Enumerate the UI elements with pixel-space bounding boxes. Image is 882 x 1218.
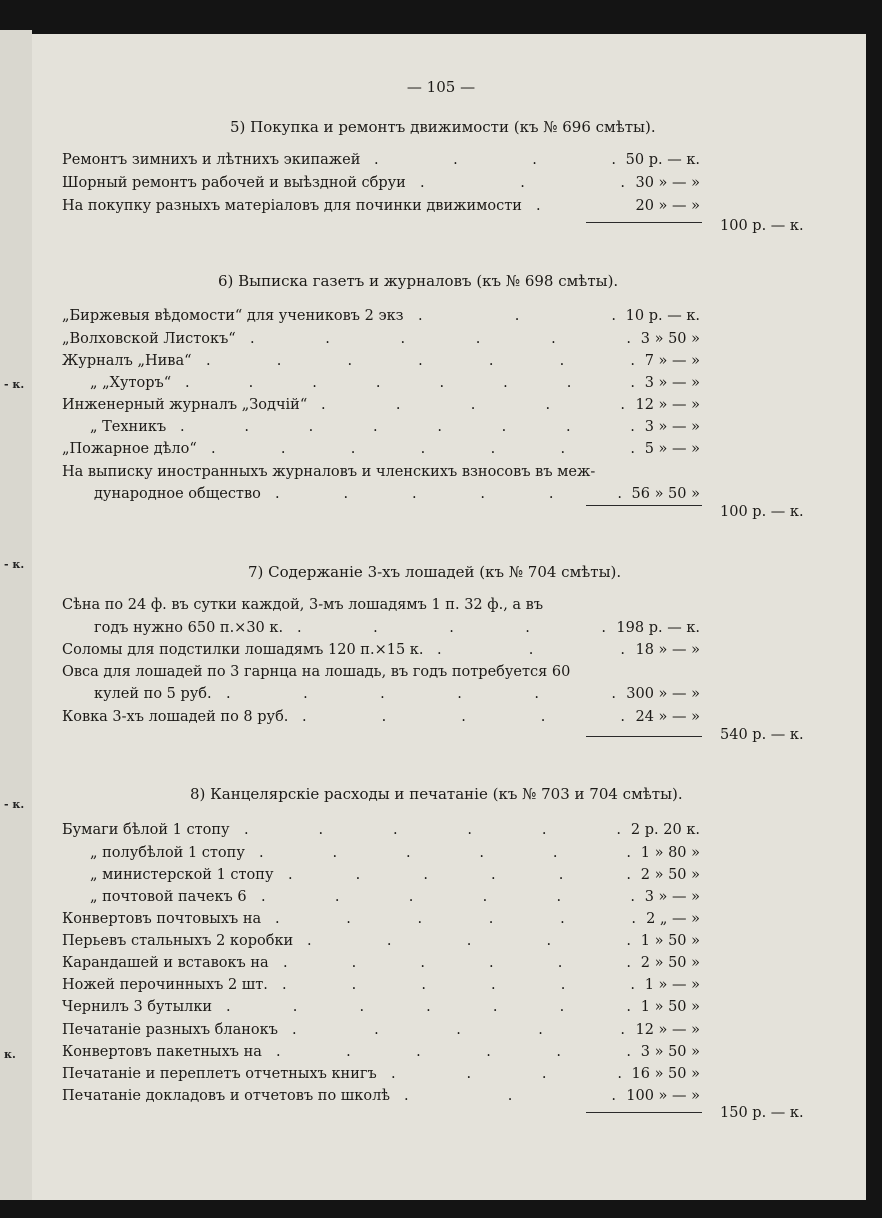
- ledger-label: На покупку разныхъ матеріаловъ для починки движимости: [62, 198, 522, 214]
- ledger-amount: 3 » 50 »: [640, 1044, 700, 1060]
- leader-dots: . . . . . .: [288, 867, 631, 883]
- ledger-amount: 3 » — »: [644, 889, 700, 905]
- ledger-label: Чернилъ 3 бутылки: [62, 999, 213, 1015]
- leader-dots: . . . . . .: [259, 845, 631, 861]
- margin-mark: к.: [4, 1048, 16, 1061]
- leader-dots: . . .: [404, 1088, 616, 1104]
- section-heading: 5) Покупка и ремонтъ движимости (къ № 696 смѣты).: [230, 118, 656, 136]
- section-heading: 8) Канцелярскіе расходы и печатаніе (къ № 703 и 704 смѣты).: [190, 785, 683, 803]
- ledger-label: кулей по 5 руб.: [94, 686, 212, 702]
- leader-dots: . . . . . .: [283, 955, 631, 971]
- ledger-row: [0, 597, 882, 619]
- ledger-label: „Биржевыя вѣдомости“ для учениковъ 2 экз: [62, 308, 404, 324]
- leader-dots: . . . . . .: [244, 822, 621, 838]
- subtotal-rule: [586, 222, 702, 223]
- page-number: — 105 —: [406, 78, 476, 96]
- subtotal-rule: [586, 505, 702, 506]
- ledger-label: Шорный ремонтъ рабочей и выѣздной сбруи: [62, 175, 406, 191]
- ledger-row: [0, 642, 882, 664]
- ledger-label: Печатаніе разныхъ бланокъ: [62, 1022, 278, 1038]
- ledger-row: [0, 664, 882, 686]
- leader-dots: . . .: [420, 175, 625, 191]
- leader-dots: . . . . . . . .: [180, 419, 635, 435]
- ledger-label: Соломы для подстилки лошадямъ 120 п.×15 к.: [62, 642, 424, 658]
- leader-dots: . . . . .: [321, 397, 625, 413]
- ledger-row: [0, 977, 882, 999]
- ledger-label: дународное общество: [94, 486, 261, 502]
- leader-dots: . . . . .: [292, 1022, 625, 1038]
- ledger-label: Конвертовъ пакетныхъ на: [62, 1044, 262, 1060]
- ledger-amount: 24 » — »: [635, 709, 700, 725]
- ledger-label: „Волховской Листокъ“: [62, 331, 236, 347]
- ledger-label: Печатаніе и переплетъ отчетныхъ книгъ: [62, 1066, 377, 1082]
- leader-dots: . . .: [437, 642, 625, 658]
- ledger-label: „ „Хуторъ“: [90, 375, 172, 391]
- ledger-label: На выписку иностранныхъ журналовъ и членскихъ взносовъ въ меж-: [62, 464, 596, 480]
- leader-dots: . . . . . .: [261, 889, 635, 905]
- ledger-label: „ полубѣлой 1 стопу: [90, 845, 245, 861]
- ledger-label: Овса для лошадей по 3 гарнца на лошадь, въ годъ потребуется 60: [62, 664, 571, 680]
- ledger-label: Ковка 3-хъ лошадей по 8 руб.: [62, 709, 289, 725]
- ledger-row: [0, 999, 882, 1021]
- ledger-label: Сѣна по 24 ф. въ сутки каждой, 3-мъ лошадямъ 1 п. 32 ф., а въ: [62, 597, 544, 613]
- ledger-amount: 1 » 80 »: [640, 845, 700, 861]
- section-total: 540 р. — к.: [720, 727, 804, 743]
- ledger-row: [0, 845, 882, 867]
- leader-dots: . . .: [418, 308, 616, 324]
- ledger-amount: 3 » — »: [644, 375, 700, 391]
- subtotal-rule: [586, 736, 702, 737]
- section-total: 100 р. — к.: [720, 504, 804, 520]
- ledger-amount: 198 р. — к.: [616, 620, 700, 636]
- ledger-label: Бумаги бѣлой 1 стопу: [62, 822, 230, 838]
- ledger-amount: 50 р. — к.: [625, 152, 700, 168]
- ledger-row: [0, 620, 882, 642]
- ledger-row: [0, 1044, 882, 1066]
- ledger-row: [0, 152, 882, 174]
- ledger-amount: 7 » — »: [644, 353, 700, 369]
- subtotal-rule: [586, 1112, 702, 1113]
- ledger-amount: 56 » 50 »: [631, 486, 700, 502]
- ledger-row: [0, 441, 882, 463]
- leader-dots: . . . .: [391, 1066, 622, 1082]
- leader-dots: . . . . . . . .: [185, 375, 635, 391]
- ledger-amount: 20 » — »: [635, 198, 700, 214]
- margin-mark: - к.: [4, 798, 25, 811]
- ledger-row: [0, 375, 882, 397]
- ledger-label: „ почтовой пачекъ 6: [90, 889, 247, 905]
- leader-dots: . . . . . .: [282, 977, 635, 993]
- ledger-row: [0, 933, 882, 955]
- ledger-amount: 1 » 50 »: [640, 999, 700, 1015]
- ledger-row: [0, 889, 882, 911]
- leader-dots: . . . . . . .: [226, 999, 631, 1015]
- ledger-amount: 30 » — »: [635, 175, 700, 191]
- leader-dots: . . . . . .: [250, 331, 631, 347]
- ledger-amount: 1 » 50 »: [640, 933, 700, 949]
- section-total: 100 р. — к.: [720, 218, 804, 234]
- leader-dots: . . . . .: [297, 620, 606, 636]
- ledger-row: [0, 331, 882, 353]
- ledger-amount: 2 „ — »: [646, 911, 700, 927]
- ledger-row: [0, 308, 882, 330]
- ledger-amount: 16 » 50 »: [631, 1066, 700, 1082]
- leader-dots: . . . . . .: [226, 686, 616, 702]
- ledger-amount: 2 » 50 »: [640, 955, 700, 971]
- ledger-row: [0, 822, 882, 844]
- ledger-row: [0, 175, 882, 197]
- ledger-row: [0, 911, 882, 933]
- ledger-row: [0, 464, 882, 486]
- section-total: 150 р. — к.: [720, 1105, 804, 1121]
- ledger-row: [0, 419, 882, 441]
- ledger-amount: 3 » — »: [644, 419, 700, 435]
- ledger-row: [0, 867, 882, 889]
- ledger-label: „Пожарное дѣло“: [62, 441, 197, 457]
- leader-dots: . . . . . .: [275, 911, 636, 927]
- ledger-label: Перьевъ стальныхъ 2 коробки: [62, 933, 294, 949]
- ledger-row: [0, 1022, 882, 1044]
- ledger-amount: 2 р. 20 к.: [630, 822, 700, 838]
- ledger-label: Карандашей и вставокъ на: [62, 955, 269, 971]
- ledger-row: [0, 198, 882, 220]
- ledger-amount: 12 » — »: [635, 397, 700, 413]
- ledger-label: Конвертовъ почтовыхъ на: [62, 911, 262, 927]
- ledger-amount: 10 р. — к.: [625, 308, 700, 324]
- ledger-label: „ Техникъ: [90, 419, 167, 435]
- leader-dots: . . . . .: [302, 709, 625, 725]
- leader-dots: . . . . . .: [275, 486, 622, 502]
- ledger-amount: 300 » — »: [626, 686, 700, 702]
- margin-mark: - к.: [4, 378, 25, 391]
- leader-dots: . . . .: [374, 152, 616, 168]
- leader-dots: .: [536, 198, 541, 214]
- ledger-label: Журналъ „Нива“: [62, 353, 192, 369]
- leader-dots: . . . . . .: [276, 1044, 631, 1060]
- ledger-amount: 5 » — »: [644, 441, 700, 457]
- leader-dots: . . . . . . .: [206, 353, 635, 369]
- ledger-amount: 2 » 50 »: [640, 867, 700, 883]
- ledger-amount: 12 » — »: [635, 1022, 700, 1038]
- ledger-label: Инженерный журналъ „Зодчій“: [62, 397, 308, 413]
- ledger-label: „ министерской 1 стопу: [90, 867, 274, 883]
- ledger-amount: 100 » — »: [626, 1088, 700, 1104]
- ledger-row: [0, 955, 882, 977]
- ledger-label: Печатаніе докладовъ и отчетовъ по школѣ: [62, 1088, 391, 1104]
- leader-dots: . . . . . . .: [211, 441, 635, 457]
- section-heading: 6) Выписка газетъ и журналовъ (къ № 698 смѣты).: [218, 272, 619, 290]
- ledger-label: годъ нужно 650 п.×30 к.: [94, 620, 284, 636]
- ledger-row: [0, 397, 882, 419]
- ledger-row: [0, 353, 882, 375]
- leader-dots: . . . . .: [307, 933, 631, 949]
- margin-mark: - к.: [4, 558, 25, 571]
- ledger-amount: 18 » — »: [635, 642, 700, 658]
- ledger-label: Ремонтъ зимнихъ и лѣтнихъ экипажей: [62, 152, 361, 168]
- ledger-row: [0, 686, 882, 708]
- ledger-amount: 1 » — »: [644, 977, 700, 993]
- ledger-row: [0, 1066, 882, 1088]
- ledger-label: Ножей перочинныхъ 2 шт.: [62, 977, 268, 993]
- ledger-amount: 3 » 50 »: [640, 331, 700, 347]
- section-heading: 7) Содержаніе 3-хъ лошадей (къ № 704 смѣты).: [248, 563, 622, 581]
